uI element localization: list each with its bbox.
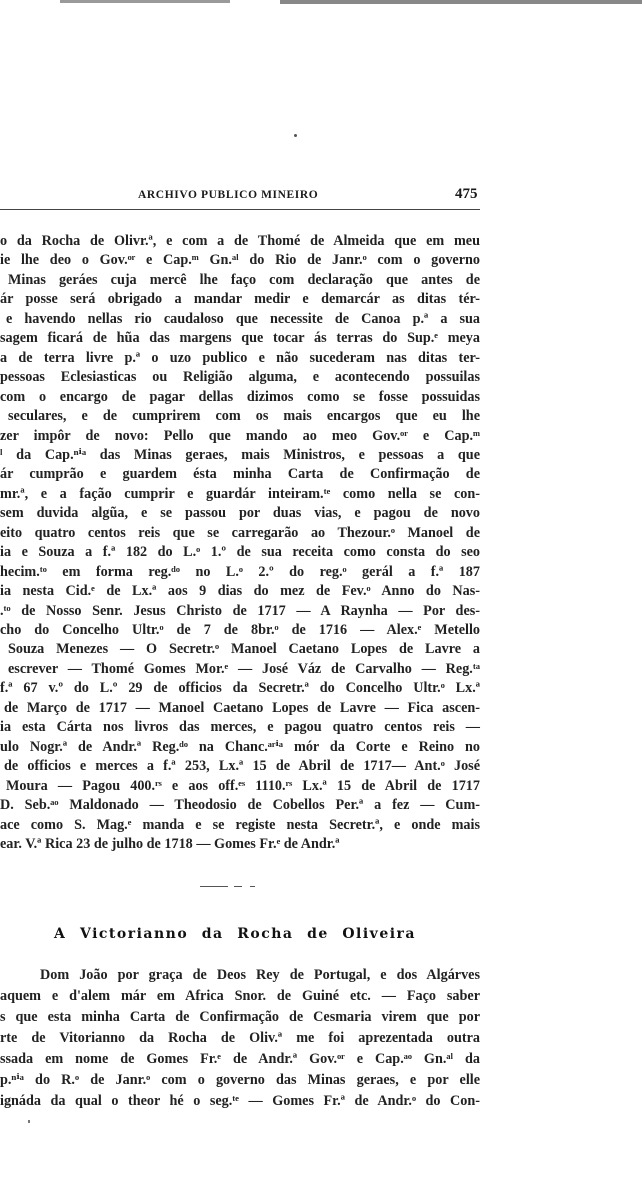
- text-line: cho do Concelho Ultr.ᵒ de 7 de 8br.ᵒ de 1716 — Alex.ᵉ Metello: [0, 622, 480, 638]
- text-line: o da Rocha de Olivr.ª, e com a de Thomé de Almeida que em meu: [0, 233, 480, 249]
- page-number: 475: [455, 186, 478, 202]
- text-line: ignáda da qual o theor hé o seg.ᵗᵉ — Gomes Fr.ª de Andr.ᵒ do Con-: [0, 1093, 480, 1109]
- section-separator: [234, 886, 242, 887]
- text-line: Dom João por graça de Deos Rey de Portugal, e dos Algárves: [40, 967, 480, 983]
- text-line: Souza Menezes — O Secretr.ᵒ Manoel Caetano Lopes de Lavre a: [8, 641, 480, 658]
- text-line: a de terra livre p.ª o uzo publico e não sucederam nas ditas ter-: [0, 349, 480, 366]
- text-line: ie lhe deo o Gov.ᵒʳ e Cap.ᵐ Gn.ᵃˡ do Rio de Janr.ᵒ com o governo: [0, 252, 480, 269]
- text-line: aquem e d'alem már em Africa Snor. de Guiné etc. — Faço saber: [0, 988, 480, 1004]
- text-line: ssada em nome de Gomes Fr.ᵉ de Andr.ª Gov.ᵒʳ e Cap.ᵃᵒ Gn.ᵃˡ da: [0, 1051, 480, 1067]
- scan-edge-artifact: [60, 0, 230, 3]
- text-line: com o encargo de pagar dellas dizimos como se fosse possuidas: [0, 388, 480, 405]
- text-line: pessoas Eclesiasticas ou Religião alguma, e acontecendo possuilas: [0, 369, 480, 386]
- text-line: D. Seb.ᵃᵒ Maldonado — Theodosio de Cobellos Per.ª a fez — Cum-: [0, 797, 480, 814]
- text-line: e havendo nellas rio caudaloso que necessite de Canoa p.ª a sua: [6, 310, 480, 327]
- text-line: ace como S. Mag.ᵉ manda e se registe nesta Secretr.ª, e onde mais: [0, 816, 480, 833]
- text-line: hecim.ᵗᵒ em forma reg.ᵈᵒ no L.ᵒ 2.º do reg.ᵒ gerál a f.ª 187: [0, 563, 480, 580]
- text-line: ear. V.ª Rica 23 de julho de 1718 — Gomes Fr.ᵉ de Andr.ª: [0, 835, 340, 852]
- text-line: ár posse será obrigado a mandar medir e demarcár as ditas tér-: [0, 291, 480, 308]
- text-line: sagem ficará de hũa das margens que tocar ás terras do Sup.ᵉ meya: [0, 330, 480, 347]
- text-line: seculares, e de cumprirem com os mais encargos que eu lhe: [8, 408, 480, 425]
- text-line: escrever — Thomé Gomes Mor.ᵉ — José Váz de Carvalho — Reg.ᵗᵃ: [8, 660, 480, 677]
- scan-speck: [294, 134, 297, 137]
- section-heading: A Victorianno da Rocha de Oliveira: [54, 926, 416, 942]
- text-line: ˡ da Cap.ⁿⁱᵃ das Minas geraes, mais Ministros, e pessoas a que: [0, 446, 480, 463]
- text-line: ia nesta Cid.ᵉ de Lx.ª aos 9 dias do mez de Fev.ᵒ Anno do Nas-: [0, 583, 480, 600]
- header-rule: [0, 209, 480, 210]
- text-line: .ᵗᵒ de Nosso Senr. Jesus Christo de 1717 — A Raynha — Por des-: [0, 602, 480, 619]
- text-line: Minas geráes cuja mercê lhe faço com declaração que antes de: [8, 271, 480, 288]
- section-separator: [250, 886, 255, 887]
- text-line: Moura — Pagou 400.ʳˢ e aos off.ᵉˢ 1110.ʳˢ Lx.ª 15 de Abril de 1717: [6, 777, 480, 794]
- text-line: sem duvida algũa, e se passou por duas vias, e pagou de novo: [0, 505, 480, 522]
- text-line: ár cumprão e guardem ésta minha Carta de Confirmação de: [0, 466, 480, 483]
- text-line: de officios e merces a f.ª 253, Lx.ª 15 de Abril de 1717— Ant.ᵒ José: [4, 758, 480, 775]
- text-line: ulo Nogr.ª de Andr.ª Reg.ᵈᵒ na Chanc.ᵃʳⁱᵃ mór da Corte e Reino no: [0, 738, 480, 755]
- text-line: ia e Souza a f.ª 182 do L.ᵒ 1.º de sua receita como consta do seo: [0, 544, 480, 561]
- journal-title: ARCHIVO PUBLICO MINEIRO: [138, 189, 319, 201]
- text-line: f.ª 67 v.º do L.º 29 de officios da Secretr.ª do Concelho Ultr.ᵒ Lx.ª: [0, 680, 480, 697]
- section-separator: [200, 886, 228, 887]
- text-line: s que esta minha Carta de Confirmação de Cesmaria virem que por: [0, 1009, 480, 1025]
- text-line: eito quatro centos reis que se carregarão ao Thezour.ᵒ Manoel de: [0, 524, 480, 541]
- text-line: ia esta Cárta nos livros das merces, e pagou quatro centos reis —: [0, 719, 480, 736]
- running-header: [0, 186, 480, 206]
- text-line: mr.ª, e a fação cumprir e guardár inteiram.ᵗᵉ como nella se con-: [0, 485, 480, 502]
- text-line: rte de Vitorianno da Rocha de Oliv.ª me foi aprezentada outra: [0, 1030, 480, 1046]
- text-line: zer impôr de novo: Pello que mando ao meo Gov.ᵒʳ e Cap.ᵐ: [0, 427, 480, 444]
- scan-speck: [28, 1120, 30, 1123]
- text-line: de Março de 1717 — Manoel Caetano Lopes de Lavre — Fica ascen-: [4, 699, 480, 716]
- text-line: p.ⁿⁱᵃ do R.ᵒ de Janr.ᵒ com o governo das Minas geraes, e por elle: [0, 1072, 480, 1088]
- scan-edge-artifact: [280, 0, 642, 4]
